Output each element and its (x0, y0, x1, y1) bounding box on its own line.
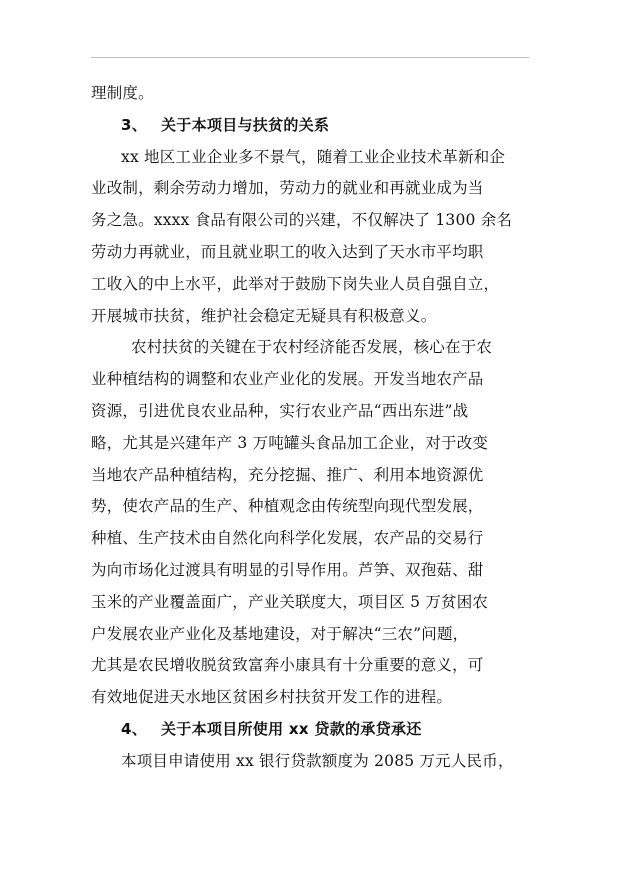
paragraph-urban-poverty (91, 142, 531, 333)
text-line: 工收入的中上水平，此举对于鼓励下岗失业人员自强自立， (91, 274, 500, 293)
text-line: 尤其是农民增收脱贫致富奔小康具有十分重要的意义，可 (91, 656, 484, 675)
section-number: 3、 (121, 115, 148, 134)
section-title: 关于本项目与扶贫的关系 (161, 115, 330, 134)
text-line: 种植、生产技术由自然化向科学化发展，农产品的交易行 (91, 529, 484, 548)
text-line: 劳动力再就业，而且就业职工的收入达到了天水市平均职 (91, 242, 484, 261)
text-line: xx 地区工业企业多不景气，随着工业企业技术革新和企 (121, 147, 506, 166)
section-heading-4 (91, 714, 531, 746)
text-line: 势，使农产品的生产、种植观念由传统型向现代型发展， (91, 497, 484, 516)
text-line: 当地农产品种植结构，充分挖掘、推广、利用本地资源优 (91, 465, 484, 484)
header-rule (91, 57, 529, 58)
document-body (91, 78, 531, 778)
text-line: 户发展农业产业化及基地建设，对于解决“三农”问题， (91, 624, 469, 643)
text-line: 资源，引进优良农业品种，实行农业产品“西出东进”战 (91, 401, 469, 420)
text-line: 务之急。xxxx 食品有限公司的兴建，不仅解决了 1300 余名 (91, 211, 513, 230)
paragraph-rural-poverty (91, 332, 531, 714)
text-line: 略，尤其是兴建年产 3 万吨罐头食品加工企业，对于改变 (91, 433, 489, 452)
text-line: 本项目申请使用 xx 银行贷款额度为 2085 万元人民币， (121, 751, 514, 770)
text-line: 业改制，剩余劳动力增加，劳动力的就业和再就业成为当 (91, 179, 484, 198)
text-line: 为向市场化过渡具有明显的引导作用。芦笋、双孢菇、甜 (91, 560, 484, 579)
text-line: 玉米的产业覆盖面广，产业关联度大，项目区 5 万贫困农 (91, 592, 489, 611)
text-line: 理制度。 (91, 84, 154, 102)
text-line: 农村扶贫的关键在于农村经济能否发展，核心在于农 (131, 338, 493, 357)
paragraph-loan (91, 746, 531, 778)
text-line: 有效地促进天水地区贫困乡村扶贫开发工作的进程。 (91, 688, 453, 707)
section-title: 关于本项目所使用 xx 贷款的承贷承还 (161, 719, 422, 738)
section-heading-3 (91, 110, 531, 142)
text-line: 业种植结构的调整和农业产业化的发展。开发当地农产品 (91, 370, 484, 389)
section-number: 4、 (121, 719, 148, 738)
text-line: 开展城市扶贫，维护社会稳定无疑具有积极意义。 (91, 306, 437, 325)
